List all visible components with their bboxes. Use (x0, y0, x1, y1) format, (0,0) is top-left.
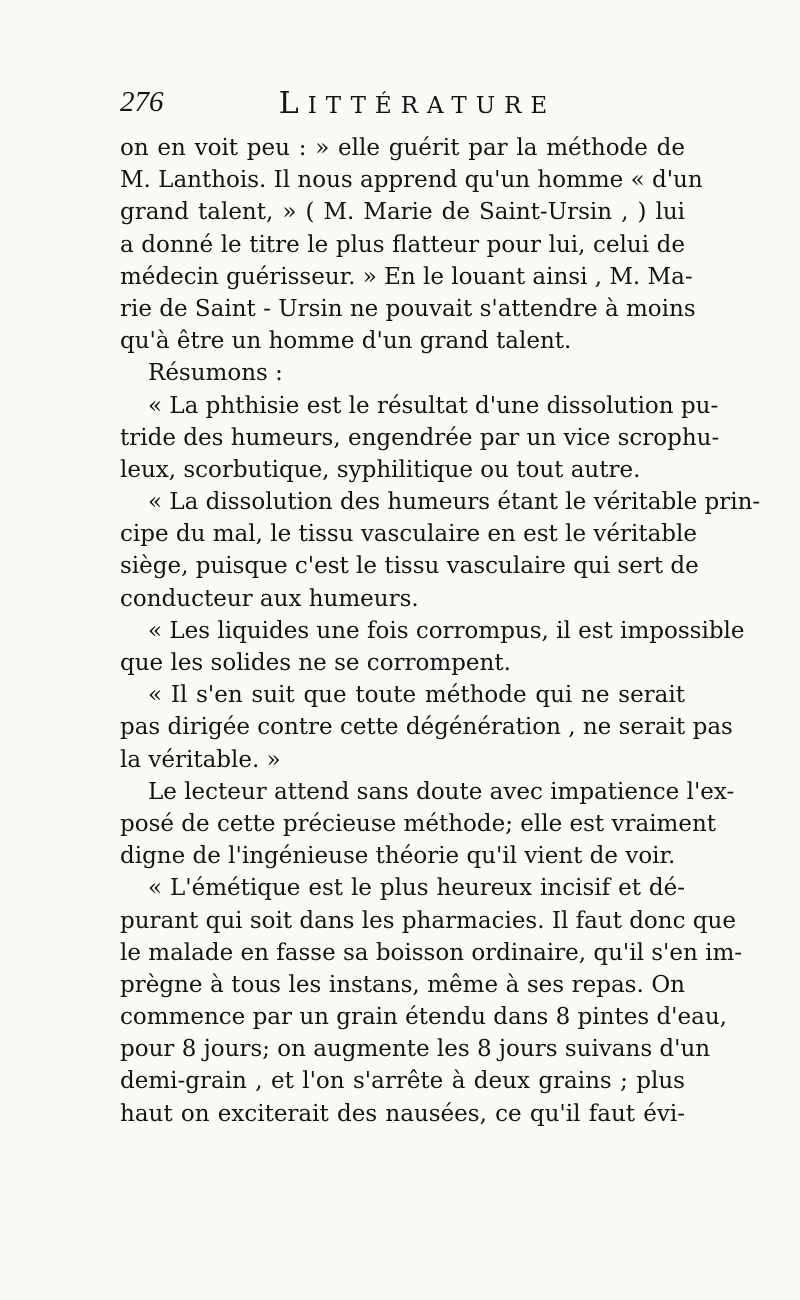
text-line: « Les liquides une fois corrompus, il est impossible (148, 617, 745, 644)
text-line: leux, scorbutique, syphilitique ou tout autre. (120, 456, 641, 483)
text-line: posé de cette précieuse méthode; elle est vraiment (120, 810, 717, 837)
page-header (120, 86, 685, 132)
text-line: qu'à être un homme d'un grand talent. (120, 328, 572, 355)
text-line: purant qui soit dans les pharmacies. Il faut donc que (120, 907, 736, 934)
text-line: rie de Saint - Ursin ne pouvait s'attendre à moins (120, 295, 696, 322)
text-line: demi-grain , et l'on s'arrête à deux grains ; plus (120, 1068, 685, 1095)
text-line: siège, puisque c'est le tissu vasculaire qui sert de (120, 553, 699, 580)
text-line: que les solides ne se corrompent. (120, 650, 511, 676)
text-line: cipe du mal, le tissu vasculaire en est le véritable (120, 521, 697, 548)
text-line: Le lecteur attend sans doute avec impatience l'ex- (148, 778, 735, 805)
text-line: Résumons : (148, 360, 283, 387)
text-line: « La phthisie est le résultat d'une dissolution pu- (148, 392, 719, 419)
text-line: pas dirigée contre cette dégénération , ne serait pas (120, 714, 733, 741)
text-line: « Il s'en suit que toute méthode qui ne serait (148, 682, 685, 709)
text-line: on en voit peu : » elle guérit par la méthode de (120, 135, 685, 161)
text-line: haut on exciterait des nausées, ce qu'il faut évi- (120, 1100, 685, 1127)
text-line: tride des humeurs, engendrée par un vice scrophu- (120, 424, 720, 451)
text-line: conducteur aux humeurs. (120, 585, 419, 612)
text-line: grand talent, » ( M. Marie de Saint-Ursin , ) lui (120, 199, 685, 226)
text-line: a donné le titre le plus flatteur pour lui, celui de (120, 231, 685, 258)
text-line: la véritable. » (120, 746, 281, 773)
text-line: prègne à tous les instans, même à ses repas. On (120, 971, 685, 998)
text-line: commence par un grain étendu dans 8 pintes d'eau, (120, 1004, 727, 1031)
page-number: 276 (120, 86, 164, 118)
text-line: pour 8 jours; on augmente les 8 jours suivans d'un (120, 1036, 711, 1063)
text-line: médecin guérisseur. » En le louant ainsi , M. Ma- (120, 263, 693, 290)
running-title: LITTÉRATURE (278, 86, 557, 121)
text-line: digne de l'ingénieuse théorie qu'il vient de voir. (120, 843, 676, 870)
text-line: le malade en fasse sa boisson ordinaire, qu'il s'en im- (120, 939, 743, 966)
body-text (120, 132, 761, 1130)
text-line: « La dissolution des humeurs étant le véritable prin- (148, 489, 761, 516)
text-line: « L'émétique est le plus heureux incisif et dé- (148, 875, 685, 902)
book-page (120, 86, 761, 1130)
text-line: M. Lanthois. Il nous apprend qu'un homme « d'un (120, 167, 703, 194)
